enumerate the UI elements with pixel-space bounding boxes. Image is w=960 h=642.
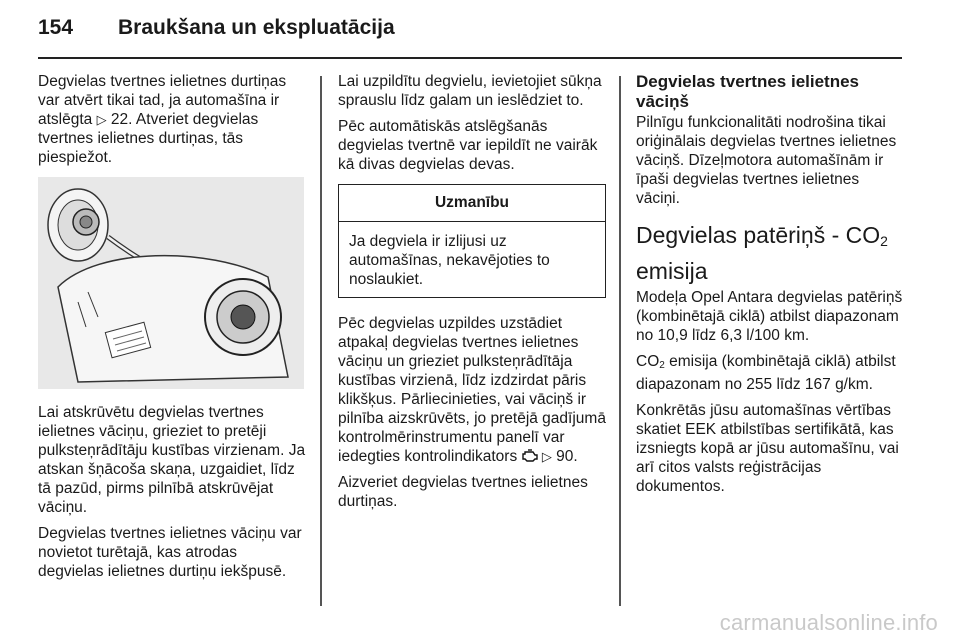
paragraph: Degvielas tvertnes ielietnes vāciņu var novietot turētajā, kas atrodas degvielas ielietnes durtiņu iekšpusē. — [38, 525, 302, 580]
paragraph: Pēc automātiskās atslēgšanās degvielas tvertnē var iepildīt ne vairāk kā divas degvielas devas. — [338, 118, 598, 173]
paragraph — [636, 352, 906, 394]
section-title — [636, 220, 906, 286]
paragraph: Pilnīgu funkcionalitāti nodrošina tikai oriģinālais degvielas tvertnes ielietnes vāciņš. Dīzeļmotora automašīnām ir īpaši degvielas tvertnes ielietnes vāciņi. — [636, 114, 897, 207]
paragraph-text: emisija (kombinētajā ciklā) atbilst diapazonam no 255 līdz 167 g/km. — [636, 353, 896, 393]
column-right — [636, 72, 906, 503]
column-left — [38, 72, 306, 588]
fuel-filler-cap-illustration — [38, 177, 304, 389]
column-middle — [338, 72, 606, 518]
warning-text: Ja degviela ir izlijusi uz automašīnas, nekavējoties to noslaukiet. — [349, 233, 550, 288]
warning-title: Uzmanību — [339, 185, 605, 222]
warning-box — [338, 184, 606, 298]
paragraph-text: . — [573, 448, 578, 465]
subheading: Degvielas tvertnes ielietnes vāciņš — [636, 72, 860, 111]
paragraph: Aizveriet degvielas tvertnes ielietnes durtiņas. — [338, 474, 588, 510]
page-number: 154 — [38, 16, 74, 39]
header-divider — [38, 57, 902, 59]
page-ref-arrow-icon: ▷ — [541, 449, 552, 464]
paragraph-text: Pēc degvielas uzpildes uzstādiet atpakaļ degvielas tvertnes ielietnes vāciņu un grieziet pulksteņrādītāja kustības virzienā, līdz izdzirdat pāris klikšķus. Pārliecinieties, vai vāciņš ir pilnība aizskrūvēts, jo pretējā gadījumā kontrolmērinstrumentu panelī var iedegties kontrolindikators — [338, 315, 606, 465]
page-reference[interactable]: 90 — [556, 448, 574, 465]
check-engine-lamp-icon — [522, 449, 538, 463]
column-divider-2 — [619, 76, 621, 606]
section-title-subscript: 2 — [880, 233, 888, 249]
paragraph-text: CO — [636, 353, 660, 370]
paragraph-text: Degvielas tvertnes ielietnes durtiņas var atvērt tikai tad, ja automašīna ir atslēgta — [38, 73, 287, 128]
paragraph: Lai uzpildītu degvielu, ievietojiet sūkņa sprauslu līdz galam un ieslēdziet to. — [338, 73, 602, 109]
watermark: carmanualsonline.info — [719, 610, 938, 635]
paragraph: Lai atskrūvētu degvielas tvertnes ielietnes vāciņu, grieziet to pretēji pulksteņrādītāju kustības virzienam. Ja atskan šņācoša skaņa, uzgaidiet, līdz tā pazūd, pirms pilnībā atskrūvējat vāciņu. — [38, 404, 306, 516]
chapter-title: Braukšana un ekspluatācija — [118, 16, 395, 39]
paragraph — [38, 72, 306, 167]
page-ref-arrow-icon: ▷ — [96, 112, 107, 127]
section-title-text: emisija — [636, 258, 708, 284]
subscript: 2 — [659, 360, 665, 371]
paragraph — [338, 314, 606, 466]
page-reference[interactable]: 22 — [110, 111, 129, 128]
section-title-text: Degvielas patēriņš - CO — [636, 222, 881, 248]
paragraph: Modeļa Opel Antara degvielas patēriņš (kombinētajā ciklā) atbilst diapazonam no 10,9 līdz 6,3 l/100 km. — [636, 289, 903, 344]
page-header — [38, 16, 922, 60]
column-divider-1 — [320, 76, 322, 606]
paragraph-text: . Atveriet degvielas tvertnes ielietnes durtiņas, tās piespiežot. — [38, 111, 259, 166]
paragraph: Konkrētās jūsu automašīnas vērtības skatiet EEK atbilstības sertifikātā, kas izsniegts kopā ar jūsu automašīnu, vai arī citos valsts reģistrācijas dokumentos. — [636, 402, 899, 495]
